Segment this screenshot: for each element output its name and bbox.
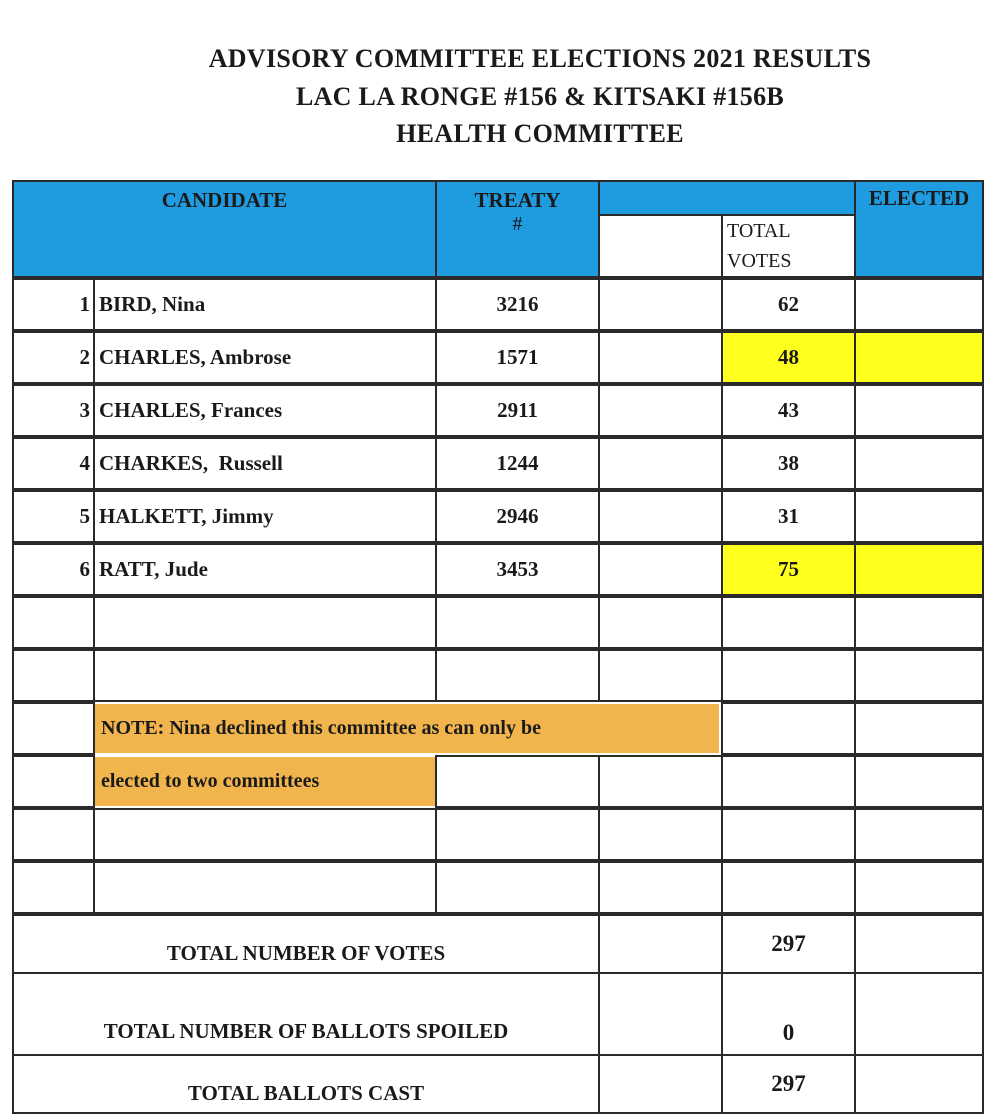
empty-cell xyxy=(598,649,723,702)
row-number: 3 xyxy=(12,384,95,437)
ballots-spoiled-label: TOTAL NUMBER OF BALLOTS SPOILED xyxy=(12,972,600,1056)
document-title: ADVISORY COMMITTEE ELECTIONS 2021 RESULTS xyxy=(208,44,872,73)
blank-cell xyxy=(598,490,723,543)
empty-cell xyxy=(435,861,600,914)
empty-cell xyxy=(721,861,856,914)
header-blank-blue xyxy=(598,180,856,216)
candidate-name: HALKETT, Jimmy xyxy=(93,490,437,543)
empty-cell xyxy=(598,861,723,914)
empty-cell xyxy=(854,649,984,702)
elected-cell xyxy=(854,490,984,543)
empty-cell xyxy=(12,596,95,649)
empty-cell xyxy=(854,755,984,808)
blank-cell xyxy=(598,384,723,437)
header-blank-white xyxy=(598,214,723,278)
committee-name: HEALTH COMMITTEE xyxy=(396,119,684,148)
header-treaty-hash: # xyxy=(512,213,523,235)
blank-cell xyxy=(598,278,723,331)
empty-cell xyxy=(93,808,437,861)
empty-cell xyxy=(598,755,723,808)
total-votes: 31 xyxy=(721,490,856,543)
header-treaty: TREATY # xyxy=(435,180,600,278)
treaty-number: 2946 xyxy=(435,490,600,543)
ballots-spoiled-value: 0 xyxy=(721,972,856,1056)
elected-cell xyxy=(854,914,984,974)
blank-cell xyxy=(598,543,723,596)
empty-cell xyxy=(854,702,984,755)
row-number: 4 xyxy=(12,437,95,490)
treaty-number: 3216 xyxy=(435,278,600,331)
empty-cell xyxy=(854,861,984,914)
empty-cell xyxy=(435,755,600,808)
empty-cell xyxy=(93,649,437,702)
elected-cell xyxy=(854,1054,984,1114)
elected-cell xyxy=(854,278,984,331)
row-number: 5 xyxy=(12,490,95,543)
treaty-number: 3453 xyxy=(435,543,600,596)
empty-cell xyxy=(12,861,95,914)
treaty-number: 1244 xyxy=(435,437,600,490)
empty-cell xyxy=(721,808,856,861)
empty-cell xyxy=(598,808,723,861)
header-candidate: CANDIDATE xyxy=(12,180,437,278)
elected-cell-highlighted xyxy=(854,331,984,384)
elected-cell-highlighted xyxy=(854,543,984,596)
empty-cell xyxy=(598,596,723,649)
candidate-name: RATT, Jude xyxy=(93,543,437,596)
total-votes-value: 297 xyxy=(721,914,856,974)
candidate-name: CHARKES, Russell xyxy=(93,437,437,490)
empty-cell xyxy=(435,649,600,702)
treaty-number: 1571 xyxy=(435,331,600,384)
empty-cell xyxy=(12,649,95,702)
treaty-number: 2911 xyxy=(435,384,600,437)
blank-cell xyxy=(598,972,723,1056)
blank-cell xyxy=(598,1054,723,1114)
empty-cell xyxy=(721,702,856,755)
empty-cell xyxy=(721,596,856,649)
elected-cell xyxy=(854,972,984,1056)
document-subtitle: LAC LA RONGE #156 & KITSAKI #156B xyxy=(295,82,785,111)
empty-cell xyxy=(854,596,984,649)
empty-cell xyxy=(12,755,95,808)
ballots-cast-value: 297 xyxy=(721,1054,856,1114)
ballots-cast-label: TOTAL BALLOTS CAST xyxy=(12,1054,600,1114)
candidate-name: CHARLES, Ambrose xyxy=(93,331,437,384)
total-votes-label: TOTAL NUMBER OF VOTES xyxy=(12,914,600,974)
empty-cell xyxy=(12,808,95,861)
row-number: 1 xyxy=(12,278,95,331)
header-total-votes: TOTAL VOTES xyxy=(721,214,856,278)
total-votes: 62 xyxy=(721,278,856,331)
row-number: 6 xyxy=(12,543,95,596)
total-votes: 38 xyxy=(721,437,856,490)
candidate-name: BIRD, Nina xyxy=(93,278,437,331)
empty-cell xyxy=(435,596,600,649)
note-line-1: NOTE: Nina declined this committee as can only be xyxy=(95,704,719,753)
empty-cell xyxy=(854,808,984,861)
row-number: 2 xyxy=(12,331,95,384)
blank-cell xyxy=(598,437,723,490)
empty-cell xyxy=(93,596,437,649)
elected-cell xyxy=(854,437,984,490)
empty-cell xyxy=(435,808,600,861)
header-elected: ELECTED xyxy=(854,180,984,278)
note-line-2: elected to two committees xyxy=(95,757,435,806)
empty-cell xyxy=(721,649,856,702)
blank-cell xyxy=(598,331,723,384)
empty-cell xyxy=(12,702,95,755)
candidate-name: CHARLES, Frances xyxy=(93,384,437,437)
elected-cell xyxy=(854,384,984,437)
empty-cell xyxy=(93,861,437,914)
empty-cell xyxy=(721,755,856,808)
total-votes-highlighted: 48 xyxy=(721,331,856,384)
blank-cell xyxy=(598,914,723,974)
total-votes-highlighted: 75 xyxy=(721,543,856,596)
total-votes: 43 xyxy=(721,384,856,437)
